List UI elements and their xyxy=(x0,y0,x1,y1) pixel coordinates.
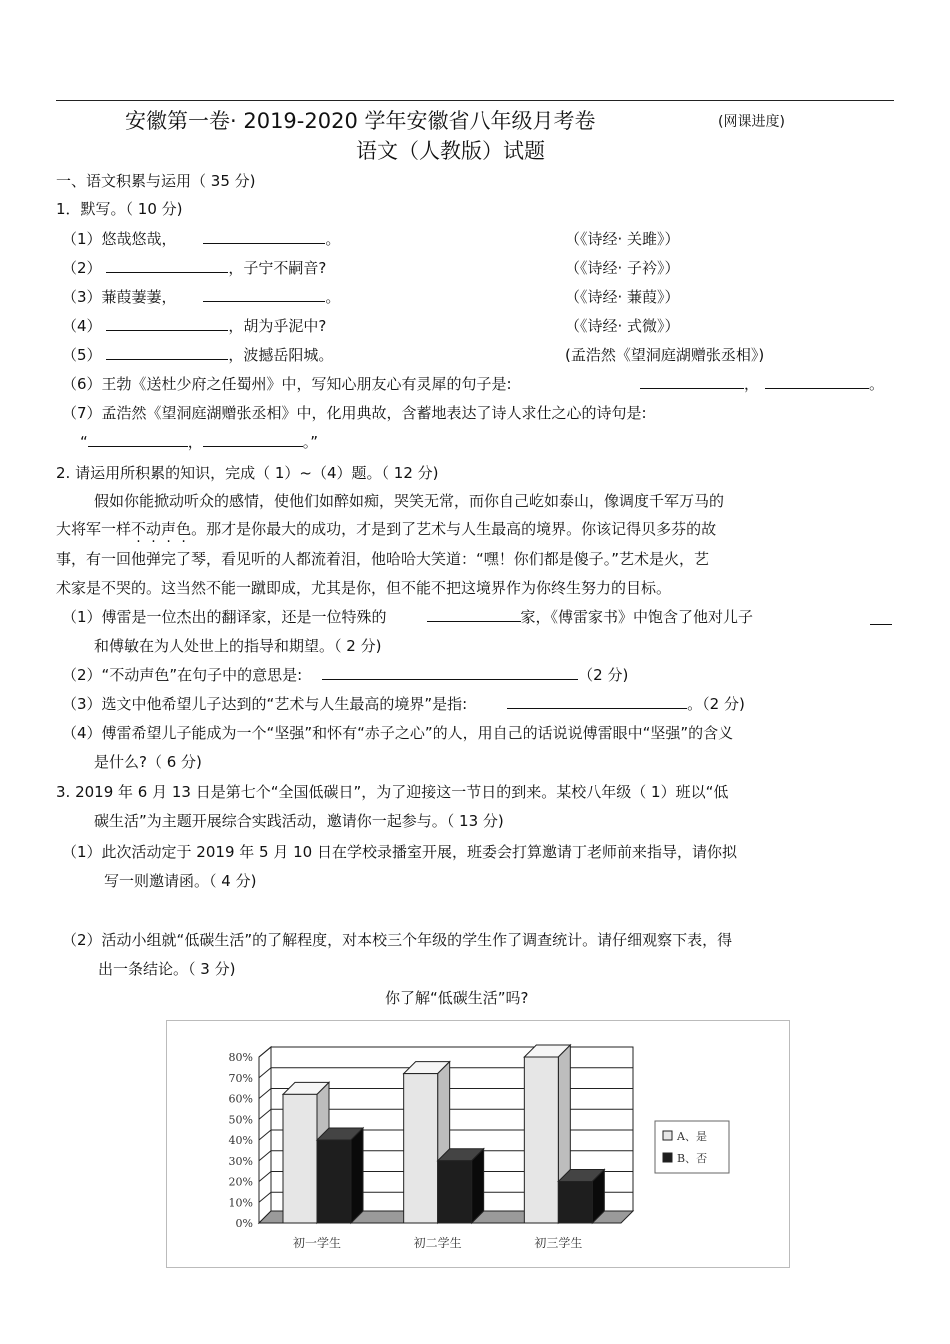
q1-line-2-source: （《诗经· 子衿》） xyxy=(565,259,680,277)
q3-line-2: 碳生活”为主题开展综合实践活动，邀请你一起参与。（ 13 分) xyxy=(94,812,504,830)
answer-blank[interactable] xyxy=(203,229,325,244)
bar-A、是 xyxy=(404,1074,438,1223)
question-1-heading: 1．默写。（ 10 分) xyxy=(56,200,183,218)
bar-B、否 xyxy=(317,1140,351,1223)
passage-line-2a: 大将军一样 xyxy=(56,520,132,538)
q1-line-7-blanks xyxy=(80,432,318,452)
q1-line-7-sep: ， xyxy=(187,433,203,451)
q1-line-5 xyxy=(62,345,333,365)
q1-line-7-open: “ xyxy=(80,433,88,451)
q1-line-6-blanks xyxy=(640,374,884,394)
answer-blank[interactable] xyxy=(427,607,521,622)
q2-sub2-a: （2）“不动声色”在句子中的意思是: xyxy=(62,666,303,684)
q3-sub1-b: 写一则邀请函。（ 4 分) xyxy=(104,872,257,890)
answer-blank[interactable] xyxy=(765,374,869,389)
q1-line-6-text: （6）王勃《送杜少府之任蜀州》中，写知心朋友心有灵犀的句子是: xyxy=(62,375,512,393)
q2-sub4-b: 是什么?（ 6 分) xyxy=(94,753,202,771)
q2-sub1-b: 家，《傅雷家书》中饱含了他对儿子 xyxy=(520,608,754,626)
x-tick-label: 初二学生 xyxy=(413,1236,462,1250)
q2-sub3 xyxy=(62,694,745,714)
q1-line-1-pre: （1）悠哉悠哉， xyxy=(62,230,177,248)
q1-line-1-source: （《诗经· 关雎》） xyxy=(565,230,680,248)
y-tick-label: 70% xyxy=(228,1071,253,1085)
q2-sub2 xyxy=(62,665,628,685)
y-tick-label: 80% xyxy=(228,1051,253,1064)
answer-blank[interactable] xyxy=(322,665,578,680)
q1-line-5-pre: （5） xyxy=(62,346,102,364)
q1-line-7-close: 。” xyxy=(302,433,319,451)
q1-line-2-pre: （2） xyxy=(62,259,102,277)
answer-blank[interactable] xyxy=(88,432,188,447)
q1-line-3-pre: （3）蒹葭萋萋， xyxy=(62,288,177,306)
bar-B、否 xyxy=(558,1182,592,1224)
passage-line-1: 假如你能掀动听众的感情，使他们如醉如痴，哭笑无常，而你自己屹如泰山，像调度千军万马的 xyxy=(94,492,725,510)
y-tick-label: 40% xyxy=(228,1134,253,1147)
bar-A、是 xyxy=(283,1094,317,1223)
dotted-char: 声 xyxy=(161,520,177,538)
y-tick-label: 0% xyxy=(235,1217,253,1230)
section-heading: 一、语文积累与运用（ 35 分) xyxy=(56,172,256,190)
chart-title: 你了解“低碳生活”吗? xyxy=(385,989,529,1007)
q1-line-4-pre: （4） xyxy=(62,317,102,335)
legend-box xyxy=(655,1121,729,1173)
passage-line-2b: 。那才是你最大的成功，才是到了艺术与人生最高的境界。你该记得贝多芬的故 xyxy=(191,520,717,538)
q1-line-3-post: 。 xyxy=(325,288,341,306)
answer-blank[interactable] xyxy=(203,432,303,447)
title-note: (网课进度) xyxy=(718,114,785,130)
q1-line-3 xyxy=(62,287,340,307)
answer-blank[interactable] xyxy=(870,624,892,625)
y-tick-label: 60% xyxy=(228,1092,253,1106)
passage-line-3: 事，有一回他弹完了琴，看见听的人都流着泪，他哈哈大笑道：“嘿！你们都是傻子。”艺术是火，艺 xyxy=(56,550,710,568)
x-tick-label: 初一学生 xyxy=(292,1236,342,1250)
answer-blank[interactable] xyxy=(106,316,228,331)
q1-line-3-source: （《诗经· 蒹葭》） xyxy=(565,288,680,306)
q1-line-4 xyxy=(62,316,326,336)
bar-B、否 xyxy=(438,1161,472,1223)
y-tick-label: 30% xyxy=(228,1154,253,1168)
page-title: 安徽第一卷· 2019-2020 学年安徽省八年级月考卷 xyxy=(125,109,596,133)
q2-sub2-b: （2 分) xyxy=(578,666,629,684)
bar-A、是 xyxy=(524,1057,558,1223)
q1-line-6-sep: ， xyxy=(744,375,760,393)
q1-line-6-end: 。 xyxy=(869,375,885,393)
q2-sub1-line1 xyxy=(62,607,753,627)
q1-line-2-post: ，子宁不嗣音? xyxy=(228,259,327,277)
y-tick-label: 10% xyxy=(228,1196,253,1210)
legend-swatch xyxy=(663,1153,672,1162)
legend-swatch xyxy=(663,1131,672,1140)
q3-sub2-a: （2）活动小组就“低碳生活”的了解程度，对本校三个年级的学生作了调查统计。请仔细观察下表，得 xyxy=(62,931,733,949)
page-subtitle: 语文（人教版）试题 xyxy=(356,139,545,163)
dotted-char: 动 xyxy=(146,520,162,538)
q2-sub1-a: （1）傅雷是一位杰出的翻译家，还是一位特殊的 xyxy=(62,608,387,626)
answer-blank[interactable] xyxy=(640,374,744,389)
legend-label: B、否 xyxy=(677,1152,708,1165)
legend-label: A、是 xyxy=(677,1130,707,1143)
q1-line-5-post: ，波撼岳阳城。 xyxy=(228,346,334,364)
q1-line-1-post: 。 xyxy=(325,230,341,248)
bar-side xyxy=(472,1149,484,1223)
question-2-heading: 2. 请运用所积累的知识，完成（ 1）~（4）题。（ 12 分) xyxy=(56,464,439,482)
q2-sub3-a: （3）选文中他希望儿子达到的“艺术与人生最高的境界”是指: xyxy=(62,695,468,713)
passage-line-4: 术家是不哭的。这当然不能一蹴即成，尤其是你，但不能不把这境界作为你终生努力的目标。 xyxy=(56,579,672,597)
dotted-char: 色 xyxy=(176,520,192,538)
q1-line-5-source: (孟浩然《望洞庭湖赠张丞相》) xyxy=(565,346,765,364)
q1-line-4-post: ，胡为乎泥中? xyxy=(228,317,327,335)
q1-line-1 xyxy=(62,229,340,249)
q2-sub4-a: （4）傅雷希望儿子能成为一个“坚强”和怀有“赤子之心”的人，用自己的话说说傅雷眼中“坚强”的含义 xyxy=(62,724,734,742)
top-rule xyxy=(56,100,894,101)
q2-sub3-b: 。（2 分) xyxy=(687,695,745,713)
dotted-char: 不 xyxy=(131,520,147,538)
q1-line-4-source: （《诗经· 式微》） xyxy=(565,317,680,335)
answer-blank[interactable] xyxy=(507,694,687,709)
passage-line-2 xyxy=(56,519,716,539)
q1-line-2 xyxy=(62,258,326,278)
q3-sub1-a: （1）此次活动定于 2019 年 5 月 10 日在学校录播室开展，班委会打算邀请丁老师前来指导，请你拟 xyxy=(62,843,737,861)
answer-blank[interactable] xyxy=(203,287,325,302)
bar-side xyxy=(351,1128,363,1223)
q2-sub1-c: 和傅敏在为人处世上的指导和期望。（ 2 分) xyxy=(94,637,382,655)
q1-line-7: （7）孟浩然《望洞庭湖赠张丞相》中，化用典故，含蓄地表达了诗人求仕之心的诗句是: xyxy=(62,404,647,422)
y-tick-label: 50% xyxy=(228,1113,253,1127)
bar-chart xyxy=(167,1021,789,1267)
x-tick-label: 初三学生 xyxy=(534,1236,583,1250)
q1-line-6 xyxy=(62,374,512,394)
q3-line-1: 3. 2019 年 6 月 13 日是第七个“全国低碳日”，为了迎接这一节日的到来。某校八年级（ 1）班以“低 xyxy=(56,783,729,801)
q3-sub2-b: 出一条结论。（ 3 分) xyxy=(98,960,236,978)
answer-blank[interactable] xyxy=(106,345,228,360)
chart-container xyxy=(166,1020,790,1268)
y-tick-label: 20% xyxy=(228,1175,253,1189)
answer-blank[interactable] xyxy=(106,258,228,273)
